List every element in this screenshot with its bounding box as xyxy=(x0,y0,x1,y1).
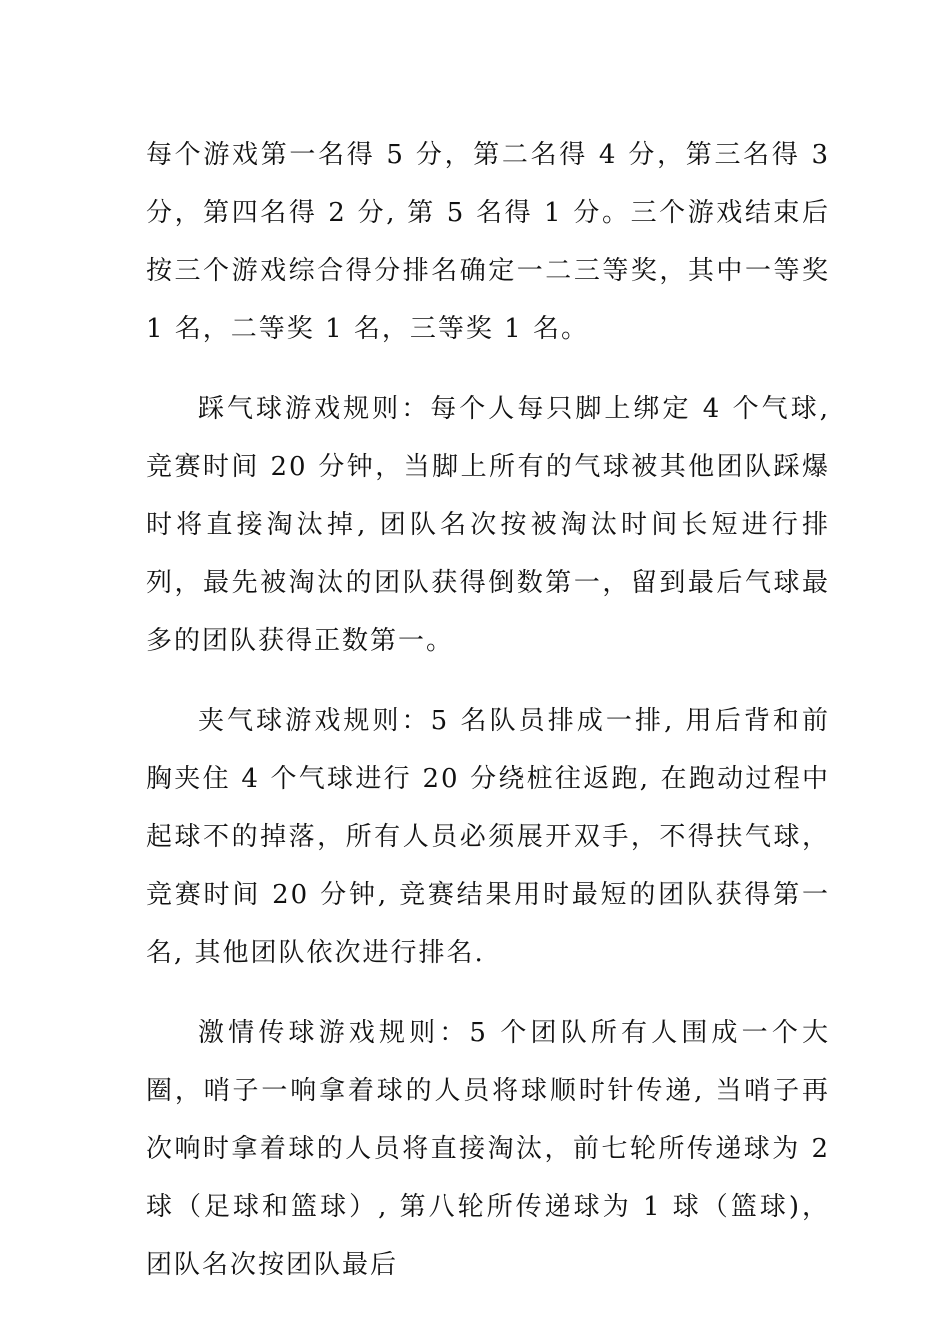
paragraph-scoring-rules: 每个游戏第一名得 5 分，第二名得 4 分，第三名得 3 分，第四名得 2 分, 第 5 名得 1 分。三个游戏结束后按三个游戏综合得分排名确定一二三等奖，其中一等奖 1 名，二等奖 1 名，三等奖 1 名。 xyxy=(146,140,830,344)
paragraph-balloon-stomp-rules: 踩气球游戏规则：每个人每只脚上绑定 4 个气球, 竞赛时间 20 分钟，当脚上所有的气球被其他团队踩爆时将直接淘汰掉, 团队名次按被淘汰时间长短进行排列，最先被淘汰的团队获得倒数第一，留到最后气球最多的团队获得正数第一。 xyxy=(146,394,830,656)
paragraph-balloon-squeeze-rules: 夹气球游戏规则：5 名队员排成一排, 用后背和前胸夹住 4 个气球进行 20 分绕桩往返跑, 在跑动过程中起球不的掉落，所有人员必须展开双手，不得扶气球，竞赛时间 20 分钟, 竞赛结果用时最短的团队获得第一名, 其他团队依次进行排名. xyxy=(146,706,830,968)
paragraph-passion-pass-rules: 激情传球游戏规则：5 个团队所有人围成一个大圈，哨子一响拿着球的人员将球顺时针传递, 当哨子再次响时拿着球的人员将直接淘汰，前七轮所传递球为 2 球（足球和篮球）, 第八轮所传递球为 1 球（篮球)，团队名次按团队最后 xyxy=(146,1018,830,1280)
